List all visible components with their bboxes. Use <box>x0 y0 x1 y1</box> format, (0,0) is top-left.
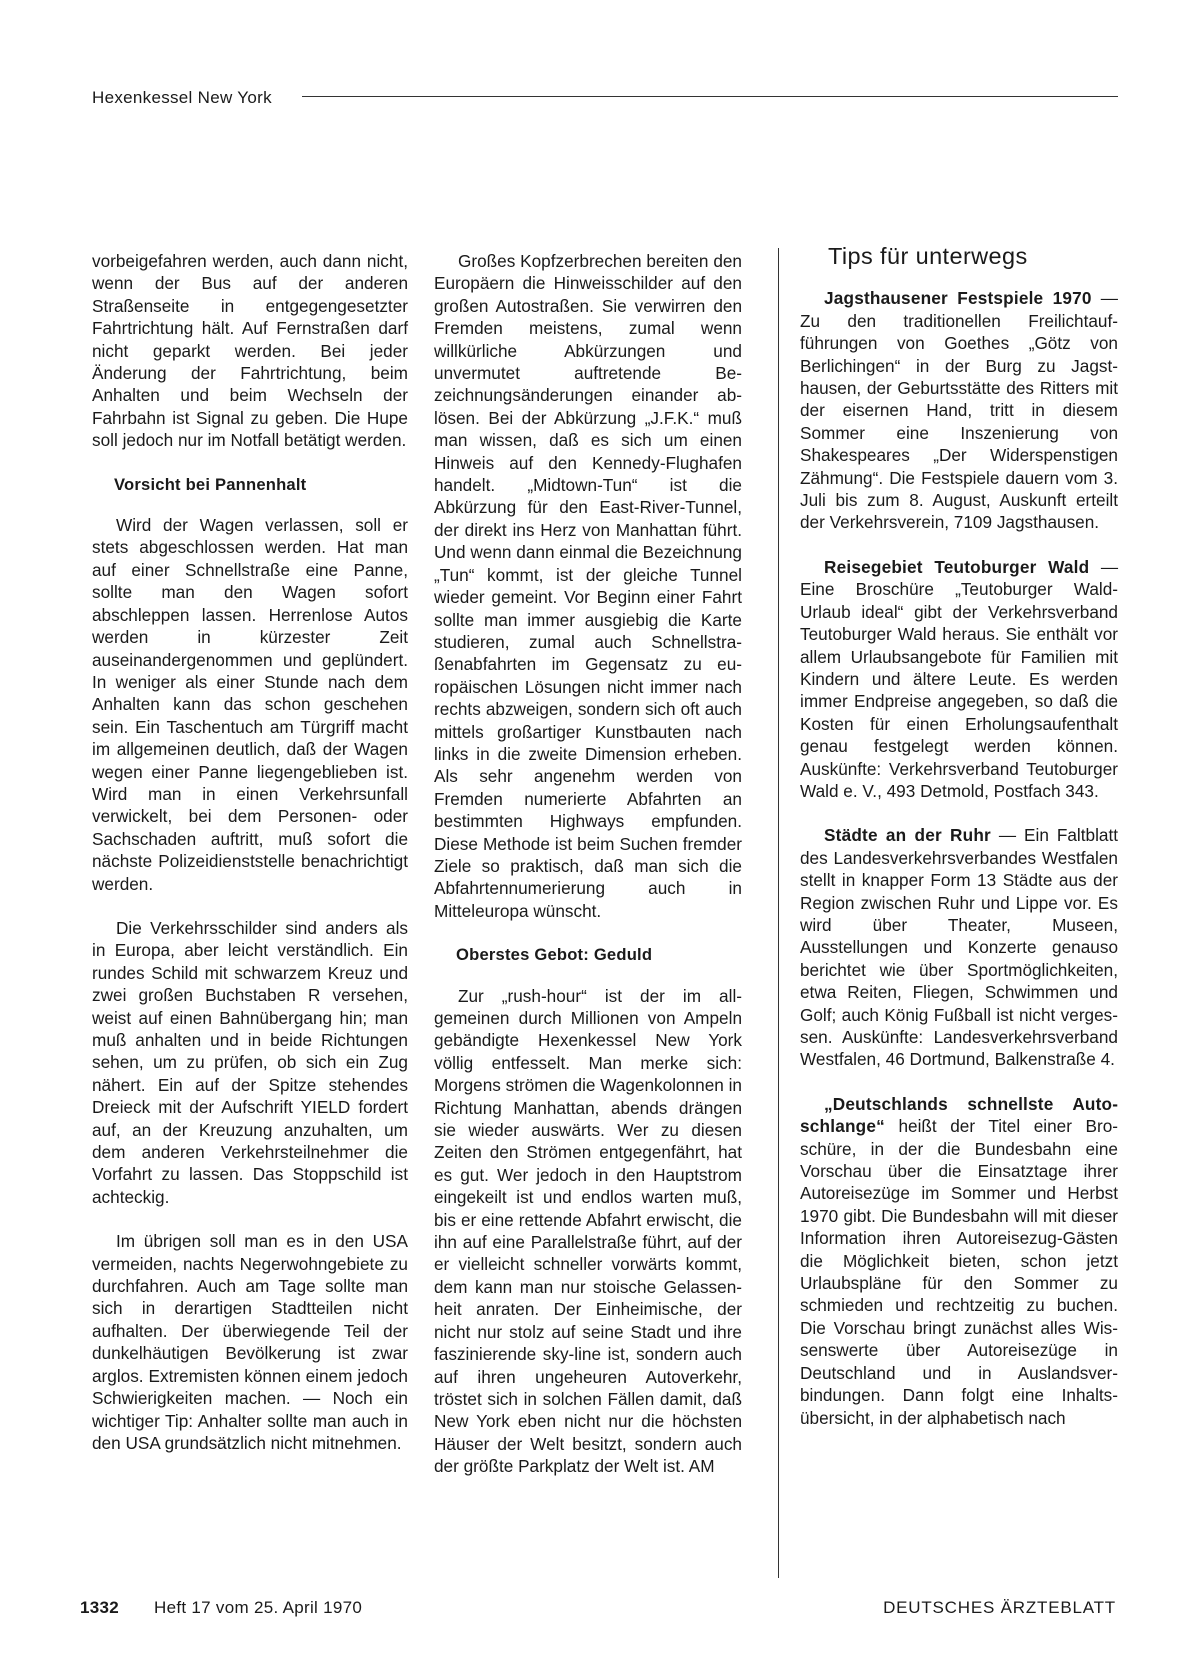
body-paragraph: Zur „rush-hour“ ist der im allgemeinen durch Millionen von Ampeln gebändigte Hexenkessel New York völlig entfesselt. Man merke sich: Morgens strömen die Wagenkolonnen in Richtung Manhattan, abends drängen sie wieder auswärts. Wer zu diesen Zeiten den Strömen entgegenfährt, hat es gut. Wer jedoch in den Hauptstrom eingekeilt ist und endlos warten muß, bis er eine rettende Abfahrt erwischt, die ihn auf eine Parallelstraße führt, auf der er vielleicht schneller vorwärts kommt, dem kann man nur stoische Gelassenheit anraten. Der Einheimische, der nicht nur stolz auf seine Stadt und ihre faszinierende sky-line ist, sondern auch auf ihren ungeheuren Autoverkehr, tröstet sich in solchen Fällen damit, daß New York eben nicht nur die höchsten Häuser der Welt besitzt, sondern auch der größte Parkplatz der Welt ist. AM <box>434 985 742 1477</box>
body-paragraph: Im übrigen soll man es in den USA vermeiden, nachts Negerwohngebiete zu durchfahren. Auch am Tage sollte man sich in derartigen Stadtteilen nicht aufhalten. Der überwiegende Teil der dunkelhäutigen Bevölkerung ist zwar arglos. Extremisten können einem jedoch Schwierigkeiten machen. — Noch ein wichtiger Tip: Anhalter sollte man auch in den USA grundsätzlich nicht mitnehmen. <box>92 1231 408 1453</box>
tip-item <box>800 287 1118 533</box>
journal-name: DEUTSCHES ÄRZTEBLATT <box>883 1598 1116 1617</box>
tip-body: — Eine Broschüre „Teutoburger Wald-Urlaub ideal“ gibt der Verkehrsverband Teutoburger Wald heraus. Sie enthält vor allem Urlaubsangebote für Familien mit Kindern und ältere Leute. Es werden immer Endpreise angegeben, so daß die Kosten für einen Erholungsaufenthalt genau festgelegt werden können. Auskünfte: Verkehrsverband Teutoburger Wald e. V., 493 Detmold, Postfach 343. <box>800 556 1119 801</box>
issue-line: Heft 17 vom 25. April 1970 <box>154 1598 363 1617</box>
running-title: Hexenkessel New York <box>92 88 272 107</box>
section-heading: Vorsicht bei Pannenhalt <box>114 474 307 494</box>
body-paragraph: Großes Kopfzerbrechen bereiten den Europäern die Hinweisschilder auf den großen Autostraßen. Sie verwirren den Fremden meistens, zumal wenn willkürliche Abkürzungen und unvermutet auftretende Bezeichnungsänderungen einander ablösen. Bei der Abkürzung „J.F.K.“ muß man wissen, daß es sich um einen Hinweis auf den Kennedy-Flughafen handelt. „Midtown-Tun“ ist die Abkürzung für den East-River-Tunnel, der direkt ins Herz von Manhattan führt. Und wenn dann einmal die Bezeichnung „Tun“ kommt, ist der gleiche Tunnel wieder gemeint. Vor Beginn einer Fahrt sollte man immer ausgiebig die Karte studieren, zumal auch Schnellstraßenabfahrten im Gegensatz zu europäischen Lösungen nicht immer nach rechts abzweigen, sondern sich oft auch mittels großartiger Kunstbauten nach links in die zweite Dimension erheben. Als sehr angenehm werden von Fremden numerierte Abfahrten an bestimmten Highways empfunden. Diese Methode ist beim Suchen fremder Ziele so praktisch, daß man sich die Abfahrtennumerierung auch in Mitteleuropa wünscht. <box>434 251 742 921</box>
tip-body: heißt der Titel einer Broschüre, in der die Bundesbahn eine Vorschau über die Einsatztage ihrer Autoreisezüge im Sommer und Herbst 1970 gibt. Die Bundesbahn will mit dieser Information ihren Autoreisezug-Gästen die Möglichkeit bieten, schon jetzt Urlaubspläne für den Sommer zu schmieden und rechtzeitig zu buchen. Die Vorschau bringt zunächst alles Wissenswerte über Autoreisezüge in Deutschland und in Auslandsverbindungen. Dann folgt eine Inhaltsübersicht, in der alphabetisch nach <box>800 1116 1118 1428</box>
tip-lead: Reisegebiet Teutoburger Wald <box>824 556 1090 577</box>
column-divider <box>778 248 779 1578</box>
tip-item <box>800 1093 1118 1429</box>
section-heading: Oberstes Gebot: Geduld <box>456 945 653 965</box>
tip-body: — Ein Faltblatt des Landesverkehrsverbandes Westfalen stellt in knapper Form 13 Städte aus der Region zwischen Ruhr und Lippe vor. Es wird über Theater, Museen, Ausstellungen und Konzerte genauso berichtet wie über Sportmöglichkeiten, etwa Reiten, Fliegen, Schwimmen und Golf; auch König Fußball ist nicht vergessen. Auskünfte: Landesverkehrsverband Westfalen, 46 Dortmund, Balkenstraße 4. <box>800 825 1119 1070</box>
header-rule <box>302 96 1118 97</box>
column-3-tips <box>800 245 1118 1451</box>
column-2 <box>434 250 742 1500</box>
tips-title: Tips für unterwegs <box>828 243 1028 269</box>
body-paragraph: vorbeigefahren werden, auch dann nicht, wenn der Bus auf der anderen Straßenseite in entgegengesetzter Fahrtrichtung hält. Auf Fernstraßen darf nicht geparkt werden. Bei jeder Änderung der Fahrtrichtung, beim Anhalten und beim Wechseln der Fahrbahn ist Signal zu geben. Die Hupe soll jedoch nur im Notfall betätigt werden. <box>92 251 408 451</box>
tip-lead: „Deutschlands schnellste Autoschlange“ <box>800 1093 1118 1137</box>
tip-lead: Jagsthausener Festspiele 1970 <box>824 288 1092 309</box>
body-paragraph: Wird der Wagen verlassen, soll er stets abgeschlossen werden. Hat man auf einer Schnellstraße eine Panne, sollte man den Wagen sofort abschleppen lassen. Herrenlose Autos werden in kürzester Zeit auseinandergenommen und geplündert. In weniger als einer Stunde nach dem Anhalten kann das schon geschehen sein. Ein Taschentuch am Türgriff macht im allgemeinen deutlich, daß der Wagen wegen einer Panne liegengeblieben ist. Wird man in einen Verkehrsunfall verwickelt, bei dem Personen- oder Sachschaden auftritt, muß sofort die nächste Polizeidienststelle benachrichtigt werden. <box>92 515 408 894</box>
tip-lead: Städte an der Ruhr <box>824 825 991 846</box>
tip-item <box>800 824 1118 1070</box>
column-1 <box>92 250 408 1476</box>
tip-item <box>800 556 1118 802</box>
tip-body: — Zu den traditionellen Freilichtaufführungen von Goethes „Götz von Berlichingen“ in der Burg zu Jagsthausen, der Geburtsstätte des Ritters mit der eisernen Hand, tritt in diesem Sommer eine Inszenierung von Shakespeares „Der Widerspenstigen Zähmung“. Die Festspiele dauern vom 3. Juli bis zum 8. August, Auskunft erteilt der Verkehrsverein, 7109 Jagsthausen. <box>800 288 1118 533</box>
body-paragraph: Die Verkehrsschilder sind anders als in Europa, aber leicht verständlich. Ein rundes Schild mit schwarzem Kreuz und zwei großen Buchstaben R versehen, weist auf einen Bahnübergang hin; man muß anhalten und in beide Richtungen sehen, um zu prüfen, ob sich ein Zug nähert. Ein auf der Spitze stehendes Dreieck mit der Aufschrift YIELD fordert auf, an der Kreuzung anzuhalten, um dem anderen Verkehrsteilnehmer die Vorfahrt zu lassen. Das Stoppschild ist achteckig. <box>92 917 408 1207</box>
page-number: 1332 <box>80 1598 120 1617</box>
